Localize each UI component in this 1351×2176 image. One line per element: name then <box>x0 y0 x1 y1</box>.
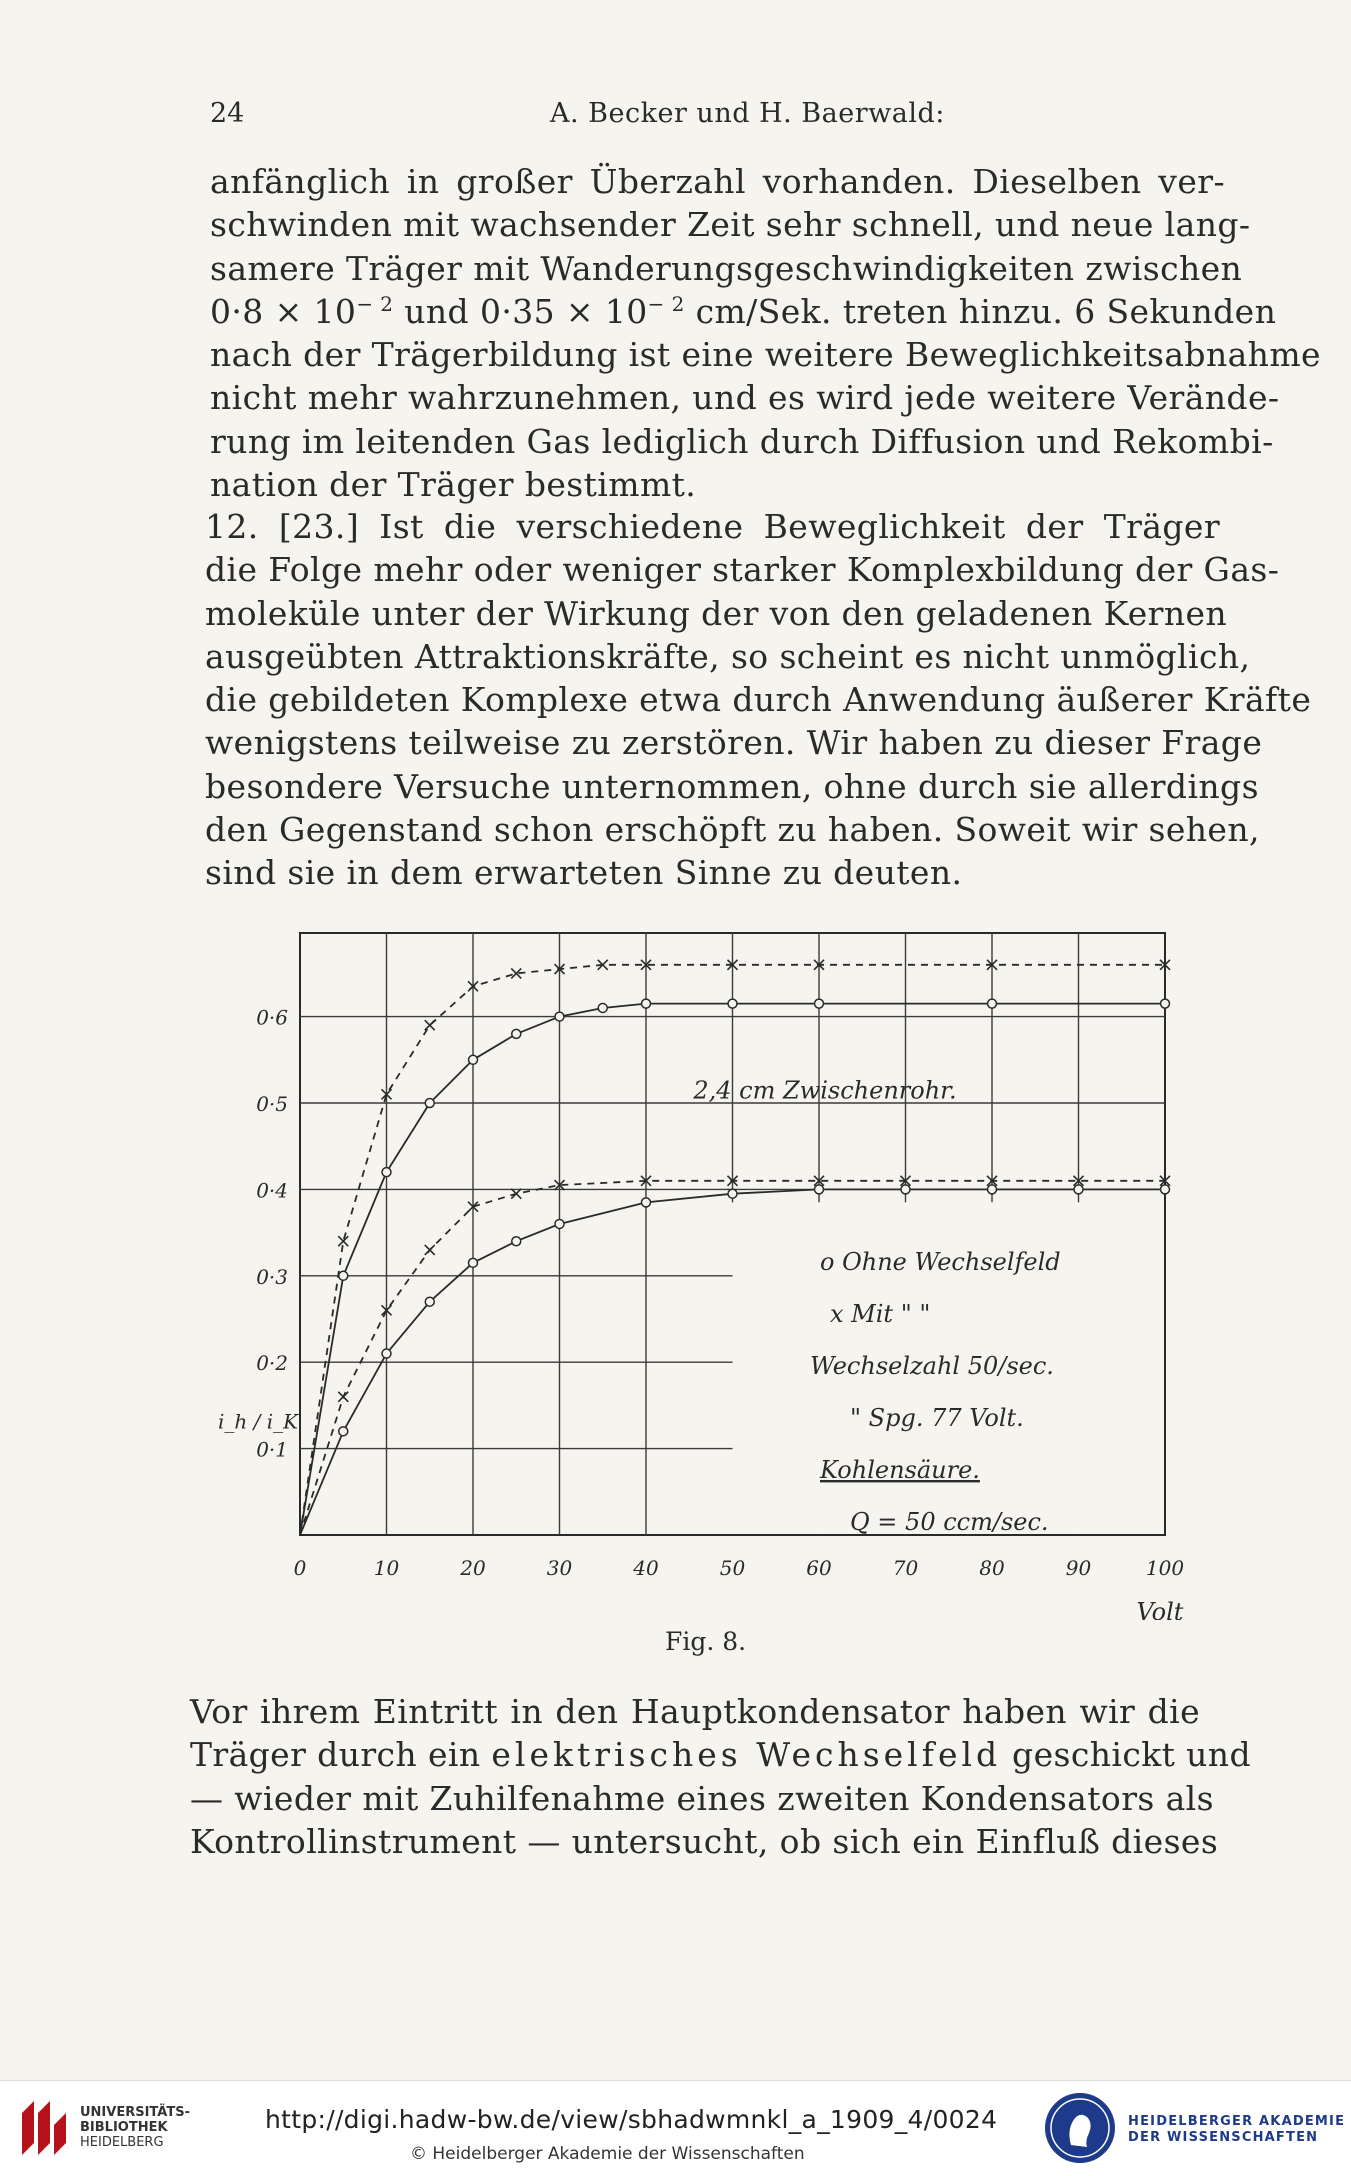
y-tick-label: 0·2 <box>256 1351 288 1376</box>
data-point-circle <box>901 1185 910 1194</box>
y-axis-label: i_h / i_K <box>218 1409 299 1434</box>
y-tick-label: 0·1 <box>256 1437 288 1462</box>
data-point-circle <box>1161 1185 1170 1194</box>
academy-seal-icon <box>1043 2091 1117 2165</box>
x-tick-label: 0 <box>293 1556 307 1580</box>
data-point-circle <box>469 1055 478 1064</box>
x-tick-label: 20 <box>460 1556 486 1580</box>
x-axis-label: Volt <box>1136 1598 1184 1620</box>
text-fragment: 0·8 × 10 <box>210 291 357 331</box>
data-point-circle <box>382 1168 391 1177</box>
permalink-url[interactable]: http://digi.hadw-bw.de/view/sbhadwmnkl_a_1909_4/0024 <box>265 2105 998 2134</box>
text-line: die Folge mehr oder weniger starker Komplexbildung der Gas- <box>205 550 1280 590</box>
data-point-circle <box>512 1237 521 1246</box>
legend-entry: o Ohne Wechselfeld <box>820 1248 1061 1276</box>
academy-name: HEIDELBERGER AKADEMIE DER WISSENSCHAFTEN <box>1128 2114 1346 2145</box>
text-line: samere Träger mit Wanderungsgeschwindigkeiten zwischen <box>210 248 1243 288</box>
text-fragment: elektrisches Wechselfeld <box>491 1735 1002 1775</box>
text-line: die gebildeten Komplexe etwa durch Anwendung äußerer Kräfte <box>205 680 1312 720</box>
university-library-name: UNIVERSITÄTS- BIBLIOTHEK HEIDELBERG <box>80 2105 190 2150</box>
university-library-logo-icon <box>14 2095 76 2161</box>
paragraph-1 <box>210 160 1321 506</box>
y-tick-label: 0·6 <box>256 1005 288 1030</box>
x-tick-label: 80 <box>979 1556 1005 1580</box>
data-point-cross <box>425 1020 435 1030</box>
text-line: 12. [23.] Ist die verschiedene Beweglichkeit der Träger <box>205 507 1220 546</box>
data-point-circle <box>1161 999 1170 1008</box>
data-point-cross <box>425 1245 435 1255</box>
text-fragment: cm/Sek. treten hinzu. 6 Sekunden <box>684 291 1277 331</box>
data-point-circle <box>512 1029 521 1038</box>
text-fragment: und 0·35 × 10 <box>393 291 648 331</box>
data-point-circle <box>598 1003 607 1012</box>
text-line: wenigstens teilweise zu zerstören. Wir haben zu dieser Frage <box>205 723 1263 763</box>
digitization-footer <box>0 2080 1351 2176</box>
data-point-circle <box>425 1099 434 1108</box>
legend-entry: Q = 50 ccm/sec. <box>850 1508 1049 1536</box>
x-tick-label: 70 <box>892 1556 919 1580</box>
text-line: schwinden mit wachsender Zeit sehr schnell, und neue lang- <box>210 205 1251 245</box>
x-tick-label: 50 <box>719 1556 746 1580</box>
text-line: — wieder mit Zuhilfenahme eines zweiten Kondensators als <box>190 1778 1214 1818</box>
data-point-circle <box>815 999 824 1008</box>
data-point-circle <box>339 1427 348 1436</box>
x-tick-label: 100 <box>1145 1556 1185 1580</box>
data-point-circle <box>555 1219 564 1228</box>
data-point-circle <box>988 999 997 1008</box>
page-header <box>210 98 1170 138</box>
legend-entry: x Mit " " <box>830 1300 931 1328</box>
data-point-circle <box>642 999 651 1008</box>
text-line <box>190 1733 1251 1776</box>
running-head: A. Becker und H. Baerwald: <box>550 98 945 129</box>
text-line: den Gegenstand schon erschöpft zu haben. Soweit wir sehen, <box>205 810 1260 850</box>
y-tick-label: 0·5 <box>256 1092 288 1116</box>
data-point-circle <box>988 1185 997 1194</box>
x-tick-label: 90 <box>1065 1556 1092 1580</box>
data-point-circle <box>555 1012 564 1021</box>
text-fragment: − 2 <box>647 291 685 316</box>
data-point-circle <box>425 1297 434 1306</box>
data-point-circle <box>728 1189 737 1198</box>
text-fragment: − 2 <box>356 291 394 316</box>
x-tick-label: 40 <box>633 1556 659 1580</box>
copyright-notice: © Heidelberger Akademie der Wissenschaften <box>410 2144 805 2164</box>
text-fragment: Träger durch ein <box>190 1735 492 1775</box>
data-point-cross <box>511 1189 521 1199</box>
paragraph-3 <box>190 1690 1251 1863</box>
data-point-circle <box>1074 1185 1083 1194</box>
legend-entry: " Spg. 77 Volt. <box>850 1404 1024 1432</box>
text-line: nicht mehr wahrzunehmen, und es wird jede weitere Verände- <box>210 378 1280 418</box>
text-line: rung im leitenden Gas lediglich durch Diffusion und Rekombi- <box>210 421 1274 461</box>
data-point-circle <box>469 1258 478 1267</box>
data-point-cross <box>338 1392 348 1402</box>
text-line: ausgeübten Attraktionskräfte, so scheint es nicht unmöglich, <box>205 636 1251 676</box>
text-line: anfänglich in großer Überzahl vorhanden. Dieselben ver- <box>210 162 1225 201</box>
page-number: 24 <box>210 98 245 129</box>
data-point-circle <box>728 999 737 1008</box>
legend-entry: Wechselzahl 50/sec. <box>810 1352 1054 1380</box>
text-line: moleküle unter der Wirkung der von den geladenen Kernen <box>205 593 1228 633</box>
text-line: nach der Trägerbildung ist eine weitere Beweglichkeitsabnahme <box>210 335 1321 375</box>
text-line: sind sie in dem erwarteten Sinne zu deuten. <box>205 853 963 893</box>
figure-caption: Fig. 8. <box>665 1627 747 1656</box>
text-line: besondere Versuche unternommen, ohne durch sie allerdings <box>205 766 1259 806</box>
figure-8-chart <box>210 920 1210 1620</box>
x-tick-label: 60 <box>806 1556 832 1580</box>
data-point-cross <box>338 1236 348 1246</box>
text-line: Kontrollinstrument — untersucht, ob sich ein Einfluß dieses <box>190 1821 1219 1861</box>
y-tick-label: 0·3 <box>256 1264 288 1289</box>
text-line: Vor ihrem Eintritt in den Hauptkondensator haben wir die <box>190 1692 1200 1731</box>
y-tick-label: 0·4 <box>256 1178 288 1203</box>
paragraph-2 <box>205 505 1312 895</box>
text-line: nation der Träger bestimmt. <box>210 465 697 505</box>
text-line <box>210 290 1277 333</box>
data-point-circle <box>382 1349 391 1358</box>
x-tick-label: 30 <box>546 1556 573 1580</box>
legend-entry: Kohlensäure. <box>820 1456 980 1484</box>
data-point-circle <box>339 1271 348 1280</box>
x-tick-label: 10 <box>373 1556 400 1580</box>
data-point-circle <box>642 1198 651 1207</box>
text-fragment: geschickt und <box>1001 1735 1251 1775</box>
data-point-circle <box>815 1185 824 1194</box>
curve-annotation: 2,4 cm Zwischenrohr. <box>693 1076 957 1105</box>
